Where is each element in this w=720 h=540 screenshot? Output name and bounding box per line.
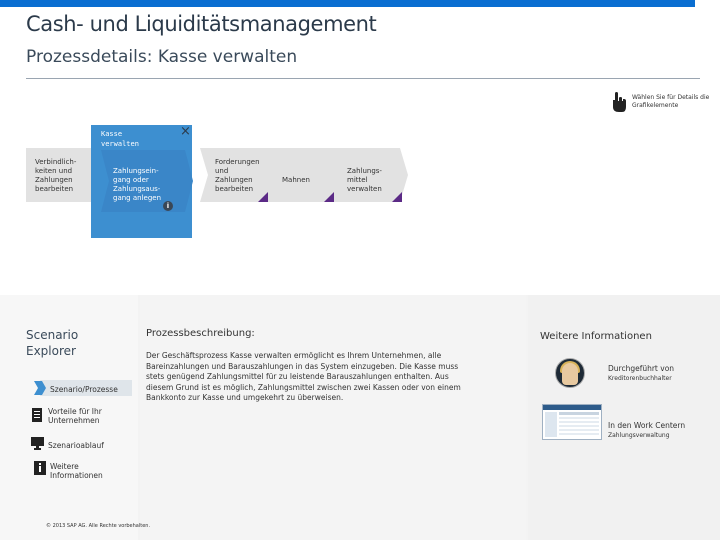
explorer-item-weitere[interactable]: Weitere Informationen	[50, 462, 103, 480]
more-info-title: Weitere Informationen	[540, 331, 652, 342]
purple-marker	[258, 192, 268, 202]
explorer-title: Scenario Explorer	[26, 328, 79, 358]
purple-marker	[324, 192, 334, 202]
step-label: Zahlungs- mittel verwalten	[347, 167, 382, 193]
performer-value[interactable]: Kreditorenbuchhalter	[608, 375, 672, 382]
explorer-item-ablauf[interactable]: Szenarioablauf	[48, 441, 104, 450]
hint-text: Wählen Sie für Details die Grafikelemente	[632, 94, 710, 109]
info-icon[interactable]: i	[163, 201, 173, 211]
copyright-text: © 2013 SAP AG. Alle Rechte vorbehalten.	[46, 523, 151, 529]
avatar	[555, 358, 585, 388]
document-icon	[32, 408, 42, 422]
description-title: Prozessbeschreibung:	[146, 328, 255, 339]
hand-pointer-icon	[610, 91, 628, 113]
explorer-item-szenario[interactable]: Szenario/Prozesse	[50, 385, 118, 394]
page-subtitle: Prozessdetails: Kasse verwalten	[26, 47, 298, 67]
workcenter-label: In den Work Centern	[608, 421, 686, 430]
step-label: Forderungen und Zahlungen bearbeiten	[215, 158, 260, 193]
step-label-active: Zahlungsein- gang oder Zahlungsaus- gang anlegen	[113, 167, 162, 202]
description-text: Der Geschäftsprozess Kasse verwalten ermöglicht es Ihrem Unternehmen, alle Bareinzahlungen und Barauszahlungen in das System einzugeben. Die Kasse muss stets genügend Zahlungsmittel für zu leistende Barauszahlungen enthalten. Aus diesem Grund ist es möglich, Zahlungsmittel zwischen zwei Kassen oder von einem Bankkonto zur Kasse und umgekehrt zu überweisen.	[146, 351, 461, 403]
step-label: Mahnen	[282, 176, 310, 184]
thumbnail-graphic	[543, 405, 601, 439]
header-divider	[26, 78, 700, 79]
performer-label: Durchgeführt von	[608, 364, 675, 373]
top-accent-bar	[0, 0, 695, 7]
monitor-icon	[31, 437, 44, 450]
step-label: Verbindlich- keiten und Zahlungen bearbeiten	[35, 158, 77, 193]
arrow-icon	[34, 381, 46, 395]
info-page-icon	[34, 461, 46, 475]
page-title: Cash- und Liquiditätsmanagement	[26, 12, 377, 36]
workcenter-screenshot-thumbnail[interactable]	[542, 404, 602, 440]
explorer-item-vorteile[interactable]: Vorteile für Ihr Unternehmen	[48, 407, 102, 425]
purple-marker	[392, 192, 402, 202]
close-icon[interactable]: ×	[180, 124, 191, 139]
avatar-face	[562, 363, 578, 385]
active-step-title: Kasse verwalten	[101, 130, 139, 148]
workcenter-value[interactable]: Zahlungsverwaltung	[608, 432, 670, 439]
